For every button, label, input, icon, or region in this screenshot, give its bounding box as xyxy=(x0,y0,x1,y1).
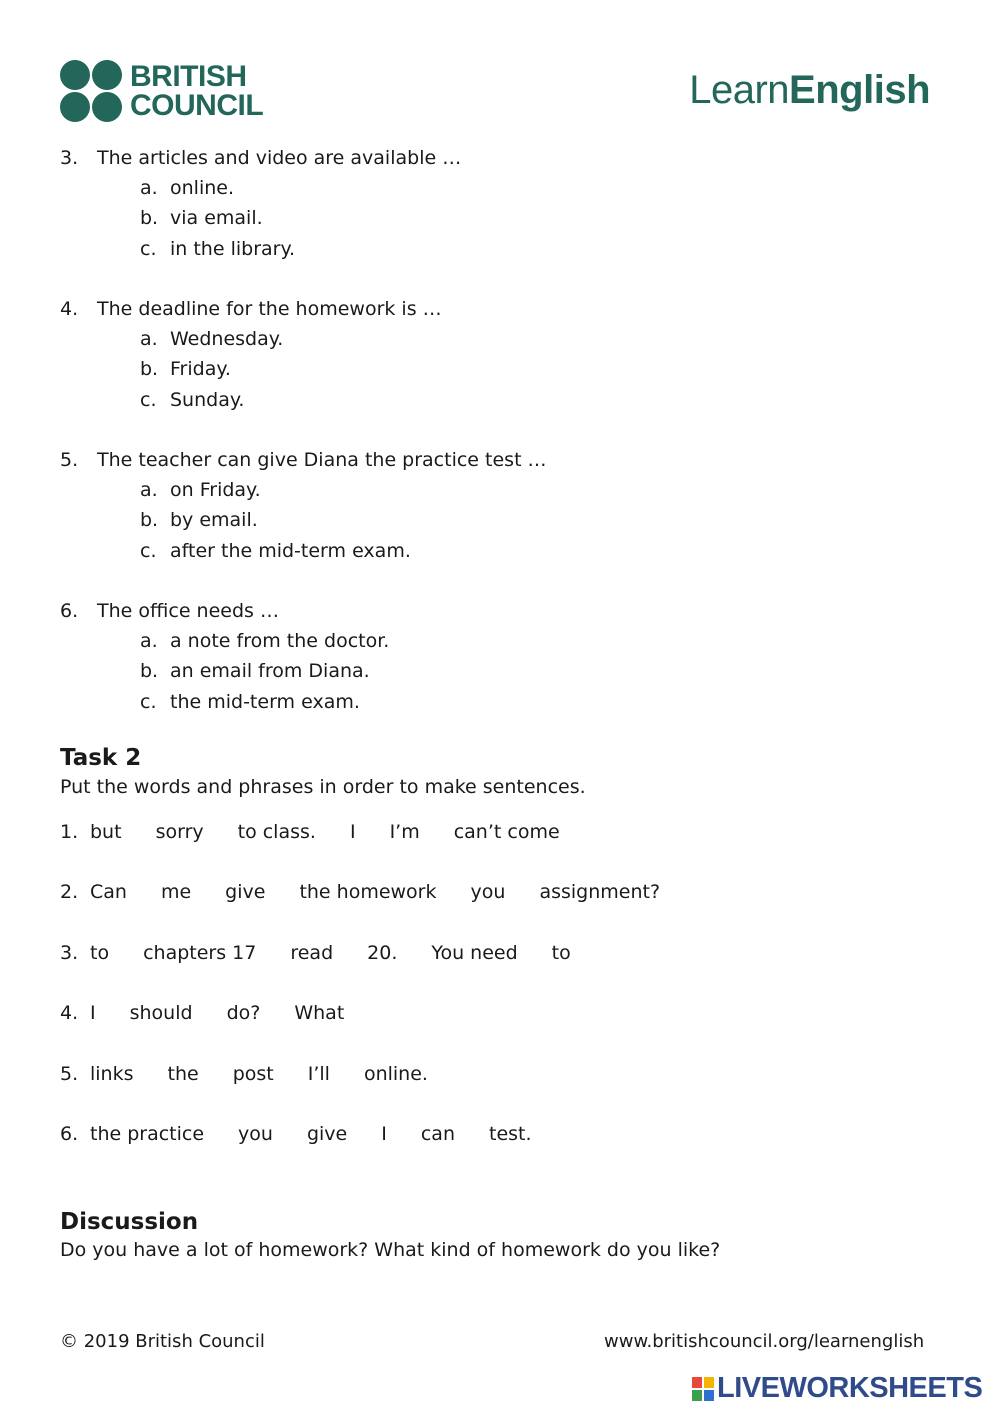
sentence-row xyxy=(60,881,694,903)
logo-english: English xyxy=(789,68,930,112)
option-letter: a. xyxy=(140,630,158,653)
word-chip[interactable]: You need xyxy=(431,941,518,964)
sentence-row xyxy=(60,821,594,843)
task2-instruction: Put the words and phrases in order to make sentences. xyxy=(60,776,586,798)
question-number: 6. xyxy=(60,600,79,622)
option-letter: c. xyxy=(140,690,157,713)
sentence-row xyxy=(60,1123,566,1145)
answer-option[interactable] xyxy=(140,660,370,682)
option-text: after the mid-term exam. xyxy=(170,539,411,562)
word-chip[interactable]: to xyxy=(90,941,110,964)
sentence-number: 5. xyxy=(60,1062,79,1085)
word-chip[interactable]: 20. xyxy=(367,941,398,964)
learnenglish-logo xyxy=(689,68,930,113)
word-chip[interactable]: Can xyxy=(90,881,127,904)
option-letter: b. xyxy=(140,207,159,230)
option-text: in the library. xyxy=(170,237,296,260)
word-chip[interactable]: links xyxy=(90,1062,134,1085)
option-text: on Friday. xyxy=(170,479,261,502)
british-council-wordmark xyxy=(130,62,263,120)
word-chip[interactable]: I xyxy=(349,821,356,843)
word-chip[interactable]: assignment? xyxy=(539,881,661,904)
word-chip[interactable]: sorry xyxy=(155,821,204,843)
logo-line-2: COUNCIL xyxy=(130,89,264,122)
british-council-logo xyxy=(60,60,263,122)
word-chip[interactable]: to class. xyxy=(237,821,316,843)
word-chip[interactable]: the homework xyxy=(299,881,437,904)
option-text: online. xyxy=(170,177,234,200)
word-chip[interactable]: give xyxy=(225,881,266,904)
liveworksheets-logo[interactable] xyxy=(692,1372,982,1405)
footer-url[interactable]: www.britishcouncil.org/learnenglish xyxy=(604,1331,925,1352)
option-letter: c. xyxy=(140,539,157,562)
option-letter: a. xyxy=(140,328,158,351)
option-letter: b. xyxy=(140,660,159,683)
word-chip[interactable]: the xyxy=(167,1062,199,1085)
option-text: Sunday. xyxy=(170,388,245,411)
word-chip[interactable]: I’m xyxy=(389,821,420,843)
word-chip[interactable]: What xyxy=(294,1002,345,1025)
option-text: Friday. xyxy=(170,358,231,381)
british-council-dots-icon xyxy=(60,60,122,122)
option-letter: a. xyxy=(140,177,158,200)
option-letter: b. xyxy=(140,509,159,532)
word-chip[interactable]: I’ll xyxy=(307,1062,330,1085)
option-text: a note from the doctor. xyxy=(170,630,390,653)
liveworksheets-label: LIVEWORKSHEETS xyxy=(717,1372,983,1404)
answer-option[interactable] xyxy=(140,328,283,350)
word-chip[interactable]: should xyxy=(129,1002,193,1025)
sentence-row xyxy=(60,1002,378,1024)
word-chip[interactable]: give xyxy=(306,1123,348,1145)
question-text: The teacher can give Diana the practice test … xyxy=(97,449,547,471)
option-letter: b. xyxy=(140,358,159,381)
option-text: via email. xyxy=(170,207,263,230)
option-letter: a. xyxy=(140,479,158,502)
word-chip[interactable]: chapters 17 xyxy=(143,941,257,964)
word-chip[interactable]: can xyxy=(420,1123,455,1145)
answer-option[interactable] xyxy=(140,207,263,229)
answer-option[interactable] xyxy=(140,509,258,531)
answer-option[interactable] xyxy=(140,691,360,713)
word-chip[interactable]: I xyxy=(381,1123,387,1145)
sentence-number: 3. xyxy=(60,941,79,964)
option-letter: c. xyxy=(140,388,157,411)
option-letter: c. xyxy=(140,237,157,260)
sentence-number: 1. xyxy=(60,821,79,843)
option-text: by email. xyxy=(170,509,258,532)
liveworksheets-icon xyxy=(692,1377,714,1401)
option-text: the mid-term exam. xyxy=(170,690,360,713)
word-chip[interactable]: I xyxy=(90,1002,96,1025)
question-text: The office needs … xyxy=(97,600,279,622)
word-chip[interactable]: online. xyxy=(363,1062,428,1085)
answer-option[interactable] xyxy=(140,177,234,199)
sentence-number: 2. xyxy=(60,881,79,904)
discussion-text: Do you have a lot of homework? What kind of homework do you like? xyxy=(60,1239,721,1261)
word-chip[interactable]: you xyxy=(238,1123,273,1145)
question-number: 4. xyxy=(60,298,79,320)
word-chip[interactable]: you xyxy=(470,881,506,904)
word-chip[interactable]: post xyxy=(232,1062,274,1085)
answer-option[interactable] xyxy=(140,540,411,562)
answer-option[interactable] xyxy=(140,630,389,652)
discussion-heading: Discussion xyxy=(60,1209,199,1235)
answer-option[interactable] xyxy=(140,238,295,260)
logo-learn: Learn xyxy=(689,68,790,112)
task2-heading: Task 2 xyxy=(60,745,142,771)
sentence-row xyxy=(60,942,605,964)
sentence-row xyxy=(60,1063,462,1085)
question-text: The deadline for the homework is … xyxy=(97,298,442,320)
word-chip[interactable]: test. xyxy=(489,1123,532,1145)
word-chip[interactable]: do? xyxy=(226,1002,261,1025)
sentence-number: 4. xyxy=(60,1002,79,1025)
word-chip[interactable]: read xyxy=(290,941,334,964)
answer-option[interactable] xyxy=(140,358,231,380)
question-number: 5. xyxy=(60,449,79,471)
word-chip[interactable]: to xyxy=(551,941,571,964)
answer-option[interactable] xyxy=(140,389,244,411)
word-chip[interactable]: but xyxy=(90,821,122,843)
sentence-number: 6. xyxy=(60,1123,79,1145)
logo-line-1: BRITISH xyxy=(130,60,247,93)
option-text: an email from Diana. xyxy=(170,660,370,683)
copyright: © 2019 British Council xyxy=(60,1331,265,1352)
word-chip[interactable]: can’t come xyxy=(453,821,560,843)
answer-option[interactable] xyxy=(140,479,261,501)
question-number: 3. xyxy=(60,147,79,169)
word-chip[interactable]: me xyxy=(160,881,192,904)
option-text: Wednesday. xyxy=(170,328,284,351)
word-chip[interactable]: the practice xyxy=(90,1123,205,1145)
question-text: The articles and video are available … xyxy=(97,147,462,169)
